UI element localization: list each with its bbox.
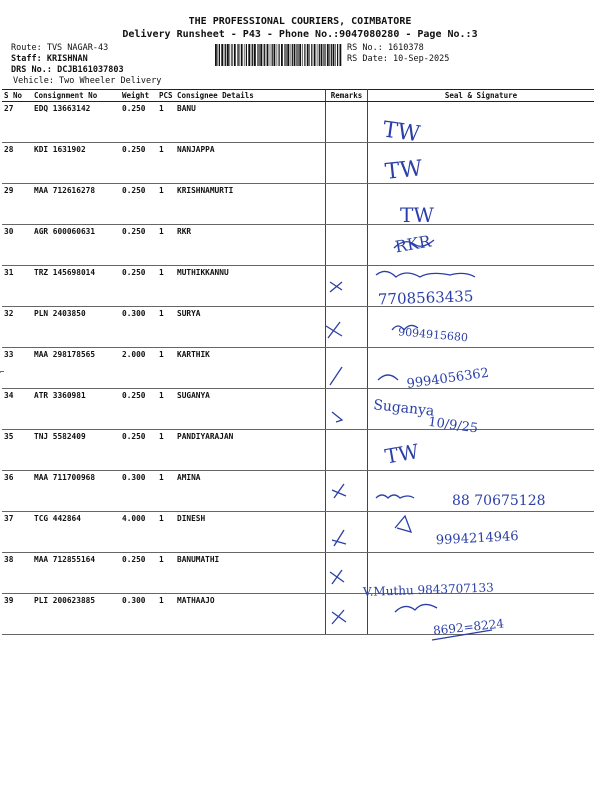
cell-sno: 39 [2, 594, 32, 635]
cell-signature [368, 430, 595, 471]
table-row [2, 389, 594, 430]
barcode-bar [297, 44, 298, 66]
barcode-bar [267, 44, 269, 66]
cell-consignment: EDQ 13663142 [32, 102, 120, 143]
table-row [2, 225, 594, 266]
hw-phone-31: 7708563435 [377, 287, 474, 309]
barcode-bar [263, 44, 264, 66]
hw-tw-27: TW [381, 117, 422, 148]
cell-weight: 0.300 [120, 594, 157, 635]
cell-consignee: RKR [175, 225, 326, 266]
table-header-row [2, 90, 594, 102]
margin-tick: ⌐ [0, 368, 5, 376]
barcode-bar [257, 44, 258, 66]
barcode-bar [287, 44, 289, 66]
col-pcs: PCS [157, 90, 175, 102]
route: Route: TVS NAGAR-43 [11, 43, 109, 53]
barcode-bar [231, 44, 232, 66]
cell-signature [368, 307, 595, 348]
col-remarks: Remarks [326, 90, 368, 102]
table-row [2, 471, 594, 512]
cell-weight: 0.250 [120, 184, 157, 225]
barcode-bar [230, 44, 231, 66]
col-consignment: Consignment No [32, 90, 120, 102]
cell-consignee: MUTHIKKANNU [175, 266, 326, 307]
cell-signature [368, 266, 595, 307]
cell-sno: 33 [2, 348, 32, 389]
cell-consignment: MAA 712855164 [32, 553, 120, 594]
barcode-bar [225, 44, 226, 66]
cell-pcs: 1 [157, 430, 175, 471]
cell-signature [368, 225, 595, 266]
cell-consignee: BANU [175, 102, 326, 143]
cell-signature [368, 594, 595, 638]
runsheet-table [2, 89, 594, 638]
cell-weight: 0.250 [120, 143, 157, 184]
cell-pcs: 1 [157, 184, 175, 225]
cell-pcs: 1 [157, 512, 175, 553]
cell-consignment: PLI 200623885 [32, 594, 120, 635]
cell-signature [368, 102, 595, 143]
company-name: THE PROFESSIONAL COURIERS, COIMBATORE [188, 16, 412, 27]
cell-consignment: ATR 3360981 [32, 389, 120, 430]
cell-sno: 35 [2, 430, 32, 471]
cell-signature [368, 512, 595, 553]
cell-sno: 37 [2, 512, 32, 553]
barcode-bar [323, 44, 324, 66]
barcode-bar [281, 44, 283, 66]
hw-date-34: 10/9/25 [427, 414, 479, 437]
cell-remarks [326, 225, 368, 266]
barcode-bar [244, 44, 245, 66]
staff [11, 54, 88, 64]
cell-remarks [326, 512, 368, 553]
cell-consignment: MAA 711700968 [32, 471, 120, 512]
table-row [2, 430, 594, 471]
barcode-bar [221, 44, 223, 66]
staff-name: KRISHNAN [46, 54, 88, 64]
hw-tw-29: TW [400, 203, 434, 227]
barcode-bar [218, 44, 219, 66]
cell-consignee: NANJAPPA [175, 143, 326, 184]
cell-pcs: 1 [157, 143, 175, 184]
barcode-bar [294, 44, 296, 66]
cell-pcs: 1 [157, 553, 175, 594]
cell-pcs: 1 [157, 225, 175, 266]
barcode-bar [215, 44, 217, 66]
cell-sno: 27 [2, 102, 32, 143]
barcode-bar [337, 44, 338, 66]
cell-weight: 0.250 [120, 102, 157, 143]
cell-consignment: MAA 298178565 [32, 348, 120, 389]
drs-number: DCJB161037803 [57, 65, 124, 75]
table-row [2, 266, 594, 307]
hw-phone-37: 9994214946 [435, 528, 519, 549]
barcode-bar [252, 44, 253, 66]
cell-pcs: 1 [157, 266, 175, 307]
barcode-bar [311, 44, 312, 66]
cell-consignee: KRISHNAMURTI [175, 184, 326, 225]
cell-pcs: 1 [157, 348, 175, 389]
cell-consignee: BANUMATHI [175, 553, 326, 594]
cell-sno: 36 [2, 471, 32, 512]
cell-remarks [326, 430, 368, 471]
staff-label: Staff: [11, 54, 42, 64]
cell-sno: 31 [2, 266, 32, 307]
cell-remarks [326, 594, 368, 635]
table-row [2, 553, 594, 594]
cell-pcs: 1 [157, 471, 175, 512]
rs-number: RS No.: 1610378 [347, 43, 424, 53]
hw-phone-39: 8692=8224 [432, 616, 505, 638]
barcode-bar [335, 44, 336, 66]
cell-weight: 2.000 [120, 348, 157, 389]
cell-weight: 0.250 [120, 389, 157, 430]
barcode-bar [251, 44, 252, 66]
hw-sig-38: V.Muthu 9843707133 [362, 580, 495, 600]
barcode-bar [258, 44, 259, 66]
barcode-bar [260, 44, 262, 66]
cell-pcs: 1 [157, 102, 175, 143]
cell-remarks [326, 389, 368, 430]
table-row [2, 348, 594, 389]
cell-consignment: KDI 1631902 [32, 143, 120, 184]
cell-signature [368, 348, 595, 389]
cell-pcs: 1 [157, 389, 175, 430]
cell-sno: 38 [2, 553, 32, 594]
hw-phone-32: 9094915680 [397, 325, 469, 345]
barcode [215, 44, 343, 66]
cell-remarks [326, 471, 368, 512]
barcode-bar [324, 44, 325, 66]
barcode-bar [270, 44, 271, 66]
barcode-bar [314, 44, 316, 66]
runsheet-title: Delivery Runsheet - P43 - Phone No.:9047080280 - Page No.:3 [122, 29, 478, 40]
barcode-bar [307, 44, 309, 66]
table-row [2, 307, 594, 348]
hw-tw-35: TW [383, 439, 421, 469]
cell-consignment: AGR 600060631 [32, 225, 120, 266]
cell-sno: 30 [2, 225, 32, 266]
cell-consignee: SUGANYA [175, 389, 326, 430]
barcode-bar [319, 44, 320, 66]
cell-weight: 0.250 [120, 225, 157, 266]
cell-signature [368, 184, 595, 225]
drs [11, 65, 124, 75]
col-sno: S No [2, 90, 32, 102]
cell-consignment: PLN 2403850 [32, 307, 120, 348]
cell-pcs: 1 [157, 594, 175, 635]
cell-consignee: MATHAAJO [175, 594, 326, 635]
barcode-bar [279, 44, 280, 66]
cell-consignee: KARTHIK [175, 348, 326, 389]
cell-sno: 28 [2, 143, 32, 184]
cell-remarks [326, 553, 368, 594]
barcode-bar [246, 44, 247, 66]
cell-weight: 0.250 [120, 553, 157, 594]
barcode-bar [264, 44, 265, 66]
cell-consignee: SURYA [175, 307, 326, 348]
barcode-bar [277, 44, 278, 66]
cell-weight: 0.300 [120, 307, 157, 348]
cell-consignee: DINESH [175, 512, 326, 553]
barcode-bar [237, 44, 238, 66]
barcode-bar [219, 44, 220, 66]
cell-signature [368, 143, 595, 184]
cell-consignment: TRZ 145698014 [32, 266, 120, 307]
hw-phone-33: 9994056362 [405, 365, 490, 393]
cell-remarks [326, 307, 368, 348]
barcode-bar [292, 44, 293, 66]
cell-weight: 0.250 [120, 430, 157, 471]
col-weight: Weight [120, 90, 157, 102]
barcode-bar [296, 44, 297, 66]
cell-remarks [326, 348, 368, 389]
cell-weight: 4.000 [120, 512, 157, 553]
cell-pcs: 1 [157, 307, 175, 348]
barcode-bar [331, 44, 332, 66]
barcode-bar [241, 44, 243, 66]
barcode-bar [254, 44, 256, 66]
cell-sno: 29 [2, 184, 32, 225]
hw-sig-34: Suganya [372, 397, 436, 420]
rs-date: RS Date: 10-Sep-2025 [347, 54, 450, 64]
cell-sno: 34 [2, 389, 32, 430]
cell-signature [368, 471, 595, 512]
cell-remarks [326, 266, 368, 307]
barcode-bar [272, 44, 273, 66]
cell-remarks [326, 143, 368, 184]
cell-consignment: TNJ 5582409 [32, 430, 120, 471]
cell-sno: 32 [2, 307, 32, 348]
barcode-bar [284, 44, 285, 66]
barcode-bar [340, 44, 342, 66]
table-row [2, 102, 594, 143]
barcode-bar [227, 44, 229, 66]
barcode-bar [224, 44, 225, 66]
cell-consignment: MAA 712616278 [32, 184, 120, 225]
table-row [2, 184, 594, 225]
barcode-bar [285, 44, 286, 66]
barcode-bar [238, 44, 239, 66]
barcode-bar [329, 44, 330, 66]
barcode-bar [290, 44, 291, 66]
cell-remarks [326, 102, 368, 143]
hw-rkr: RKR [393, 231, 433, 257]
barcode-bar [317, 44, 318, 66]
barcode-bar [248, 44, 250, 66]
table-row [2, 143, 594, 184]
hw-tw-28: TW [383, 156, 424, 185]
cell-consignee: PANDIYARAJAN [175, 430, 326, 471]
barcode-bar [274, 44, 276, 66]
barcode-bar [321, 44, 323, 66]
barcode-bar [304, 44, 305, 66]
cell-remarks [326, 184, 368, 225]
table-row [2, 594, 594, 635]
cell-signature [368, 389, 595, 430]
barcode-bar [333, 44, 335, 66]
cell-consignment: TCG 442864 [32, 512, 120, 553]
barcode-bar [234, 44, 236, 66]
col-consignee: Consignee Details [175, 90, 326, 102]
cell-weight: 0.300 [120, 471, 157, 512]
col-signature: Seal & Signature [368, 90, 595, 102]
barcode-bar [309, 44, 310, 66]
vehicle: Vehicle: Two Wheeler Delivery [13, 76, 162, 86]
barcode-bar [302, 44, 303, 66]
barcode-bar [327, 44, 329, 66]
cell-consignee: AMINA [175, 471, 326, 512]
barcode-bar [299, 44, 301, 66]
cell-weight: 0.250 [120, 266, 157, 307]
hw-phone-36: 88 70675128 [452, 493, 546, 509]
drs-label: DRS No.: [11, 65, 52, 75]
cell-signature [368, 553, 595, 594]
table-row [2, 512, 594, 553]
